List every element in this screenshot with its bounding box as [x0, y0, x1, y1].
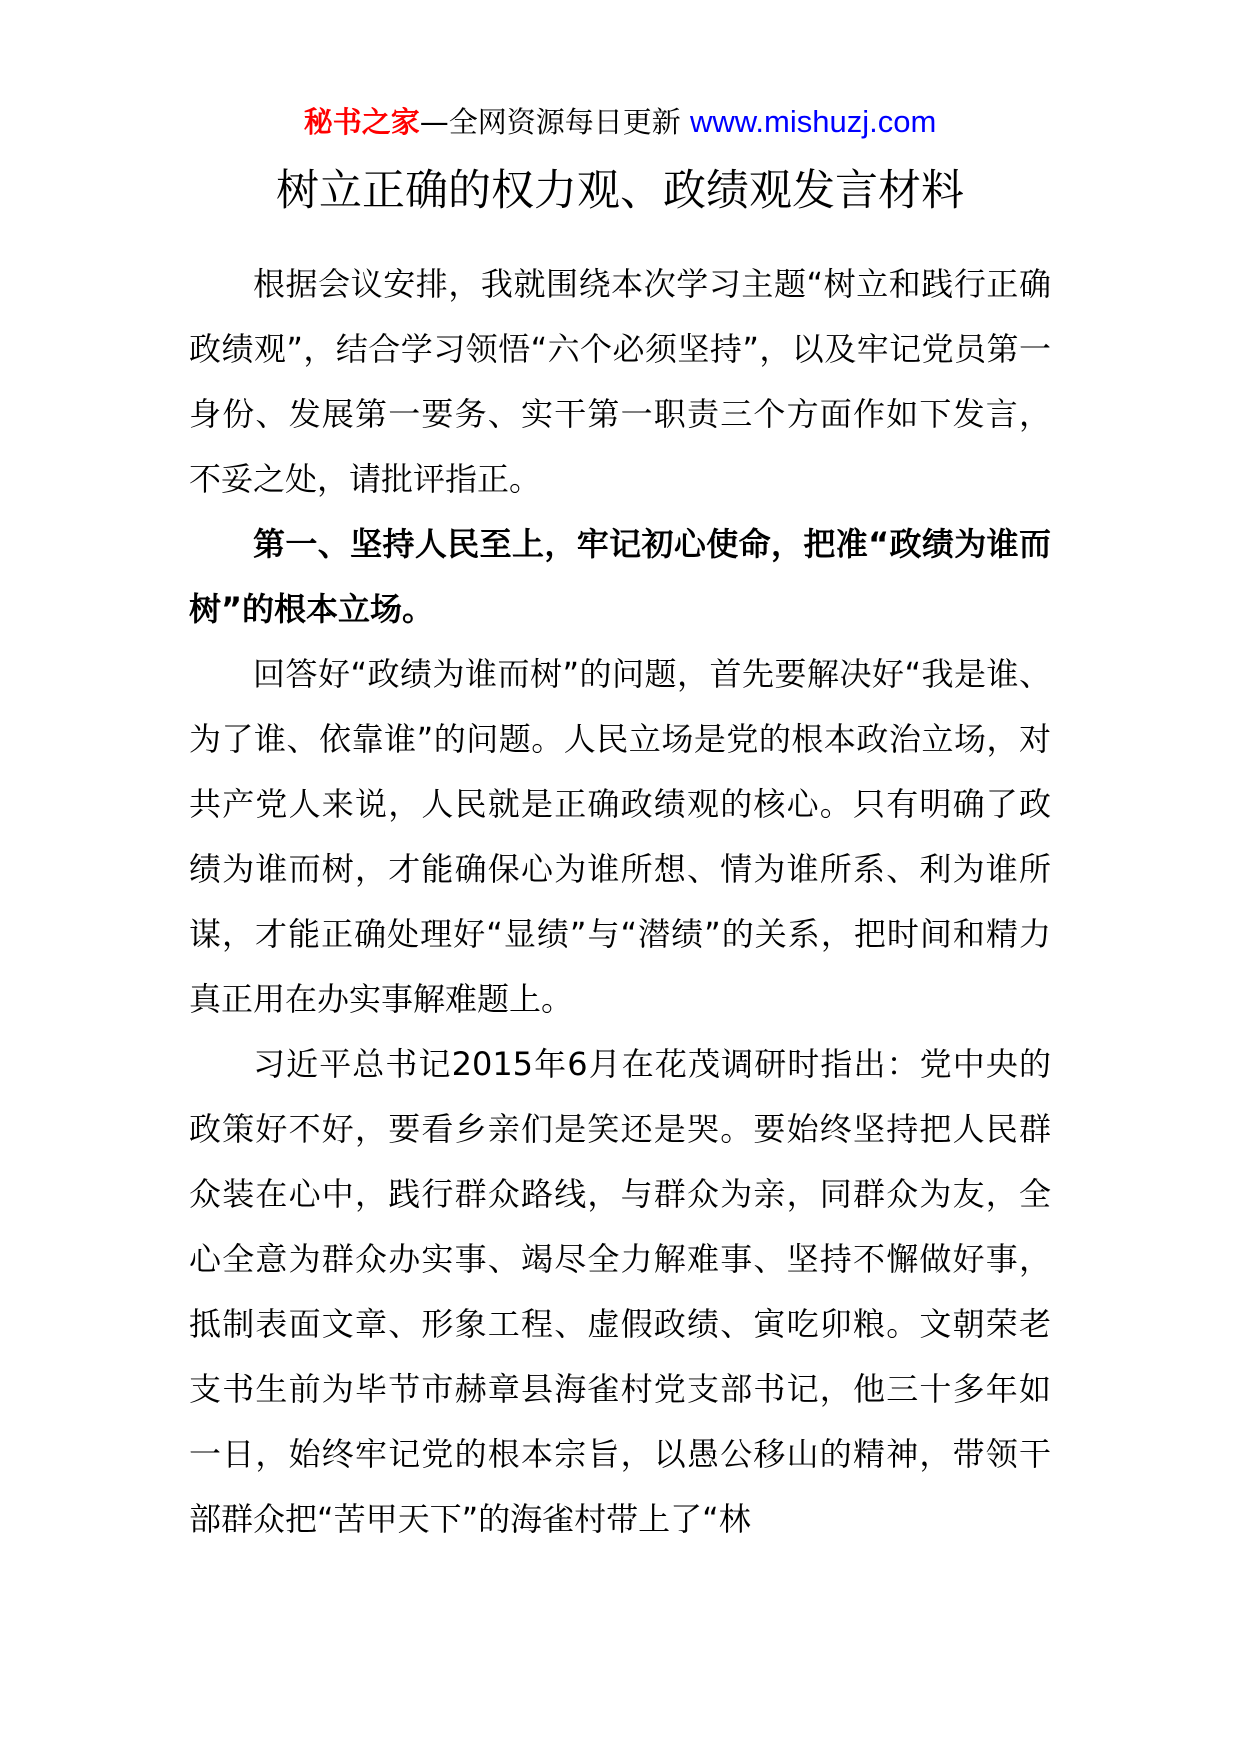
- intro-paragraph: 根据会议安排，我就围绕本次学习主题“树立和践行正确政绩观”，结合学习领悟“六个必须坚持”，以及牢记党员第一身份、发展第一要务、实干第一职责三个方面作如下发言，不妥之处，请批评指正。: [189, 265, 1051, 498]
- document-title: 树立正确的权力观、政绩观发言材料: [276, 166, 964, 216]
- body-paragraph: 回答好“政绩为谁而树”的问题，首先要解决好“我是谁、为了谁、依靠谁”的问题。人民立场是党的根本政治立场，对共产党人来说，人民就是正确政绩观的核心。只有明确了政绩为谁而树，才能确保心为谁所想、情为谁所系、利为谁所谋，才能正确处理好“显绩”与“潜绩”的关系，把时间和精力真正用在办实事解难题上。: [189, 655, 1051, 1018]
- brand-name: 秘书之家: [303, 105, 420, 139]
- document-body: [189, 252, 1051, 1552]
- body-paragraph: 习近平总书记2015年6月在花茂调研时指出：党中央的政策好不好，要看乡亲们是笑还是哭。要始终坚持把人民群众装在心中，践行群众路线，与群众为亲，同群众为友，全心全意为群众办实事、竭尽全力解难事、坚持不懈做好事，抵制表面文章、形象工程、虚假政绩、寅吃卯粮。文朝荣老支书生前为毕节市赫章县海雀村党支部书记，他三十多年如一日，始终牢记党的根本宗旨，以愚公移山的精神，带领干部群众把“苦甲天下”的海雀村带上了“林: [189, 1045, 1051, 1538]
- section-heading: 第一、坚持人民至上，牢记初心使命，把准“政绩为谁而树”的根本立场。: [189, 525, 1051, 628]
- site-url-link[interactable]: www.mishuzj.com: [689, 104, 937, 139]
- site-header: [0, 102, 1240, 142]
- header-tagline: —全网资源每日更新: [419, 105, 681, 139]
